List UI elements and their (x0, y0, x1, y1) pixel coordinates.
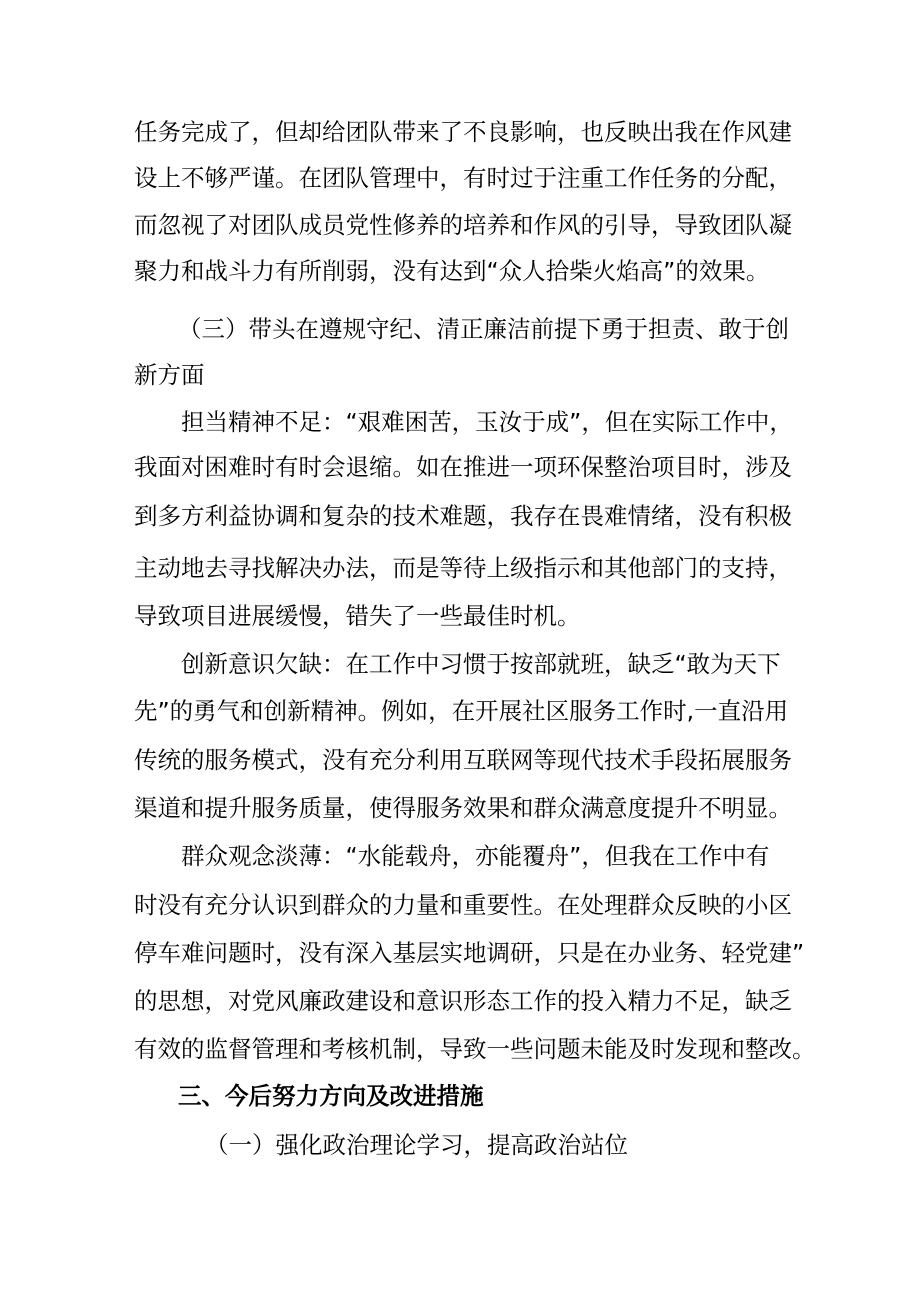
body-line: 我面对困难时有时会退缩。如在推进一项环保整治项目时，涉及 (134, 453, 792, 481)
body-line: 群众观念淡薄：“水能载舟，亦能覆舟”，但我在工作中有 (181, 842, 770, 870)
subheading-line: （三）带头在遵规守纪、清正廉洁前提下勇于担责、敢于创 (178, 315, 789, 343)
body-line: 渠道和提升服务质量，使得服务效果和群众满意度提升不明显。 (134, 794, 792, 822)
body-line: 停车难问题时，没有深入基层实地调研，只是在办业务、轻党建” (134, 939, 805, 967)
body-line: 传统的服务模式，没有充分利用互联网等现代技术手段拓展服务 (134, 746, 792, 774)
body-line: 设上不够严谨。在团队管理中，有时过于注重工作任务的分配， (134, 164, 792, 192)
body-line: 创新意识欠缺：在工作中习惯于按部就班，缺乏“敢为天下 (181, 650, 781, 678)
body-line: 新方面 (134, 361, 205, 389)
body-line: 导致项目进展缓慢，错失了一些最佳时机。 (134, 602, 581, 630)
subheading-line: （一）强化政治理论学习，提高政治站位 (205, 1131, 628, 1159)
section-heading: 三、今后努力方向及改进措施 (178, 1082, 484, 1110)
body-line: 先”的勇气和创新精神。例如，在开展社区服务工作时,一直沿用 (134, 697, 789, 725)
body-line: 有效的监督管理和考核机制，导致一些问题未能及时发现和整改。 (134, 1035, 816, 1063)
body-line: 的思想，对党风廉政建设和意识形态工作的投入精力不足，缺乏 (134, 987, 792, 1015)
body-line: 担当精神不足：“艰难困苦，玉汝于成”，但在实际工作中， (181, 408, 793, 436)
body-line: 而忽视了对团队成员党性修养的培养和作风的引导，导致团队凝 (134, 211, 792, 239)
body-line: 时没有充分认识到群众的力量和重要性。在处理群众反映的小区 (134, 891, 792, 919)
body-line: 到多方利益协调和复杂的技术难题，我存在畏难情绪，没有积极 (134, 502, 792, 530)
body-line: 任务完成了，但却给团队带来了不良影响，也反映出我在作风建 (134, 118, 792, 146)
body-line: 聚力和战斗力有所削弱，没有达到“众人拾柴火焰高”的效果。 (134, 257, 770, 285)
body-line: 主动地去寻找解决办法，而是等待上级指示和其他部门的支持， (134, 554, 792, 582)
